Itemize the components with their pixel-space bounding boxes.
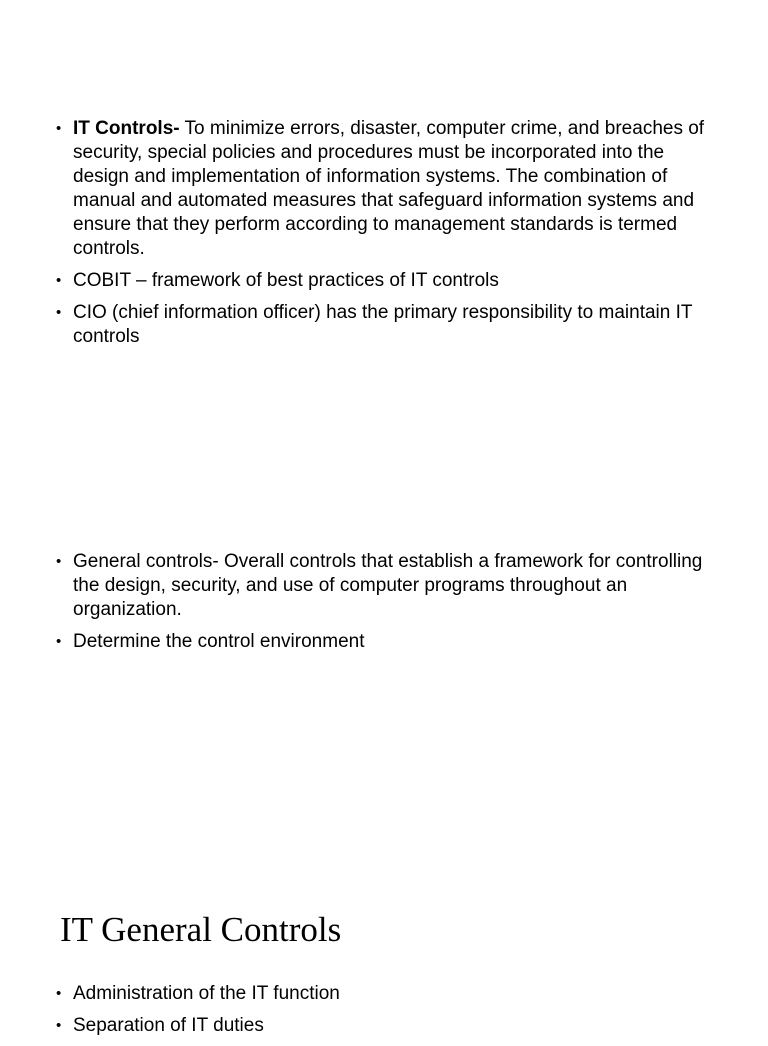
bullet-icon: •	[56, 553, 62, 570]
list-item	[56, 117, 706, 261]
bullet-text: To minimize errors, disaster, computer crime, and breaches of security, special policies and procedures must be incorporated into the design and implementation of information systems. The combination of manual and automated measures that safeguard information systems and ensure that they perform according to management standards is termed controls.	[73, 118, 705, 259]
bullet-text: Separation of IT duties	[73, 1015, 264, 1036]
bullet-icon: •	[56, 272, 62, 289]
list-item	[56, 982, 706, 1006]
bullet-text: Administration of the IT function	[73, 983, 340, 1004]
bullet-icon: •	[56, 985, 62, 1002]
bullet-icon: •	[56, 304, 62, 321]
bullet-text: COBIT – framework of best practices of IT controls	[73, 270, 499, 291]
bullet-text: Determine the control environment	[73, 631, 365, 652]
bullet-icon: •	[56, 120, 62, 137]
bullet-text: General controls- Overall controls that establish a framework for controlling the design, security, and use of computer programs throughout an organization.	[73, 551, 703, 620]
bullet-icon: •	[56, 633, 62, 650]
bullet-icon: •	[56, 1017, 62, 1034]
list-item	[56, 301, 706, 349]
bullet-text: CIO (chief information officer) has the primary responsibility to maintain IT controls	[73, 302, 693, 347]
list-item	[56, 269, 706, 293]
list-item	[56, 1014, 706, 1038]
list-item	[56, 550, 706, 622]
term-it-controls: IT Controls-	[73, 118, 180, 139]
list-item	[56, 630, 706, 654]
slide-3-bullet-list	[56, 982, 706, 1046]
slide-1-bullet-list	[56, 117, 706, 357]
slide-title: IT General Controls	[60, 910, 342, 949]
slide-2-bullet-list	[56, 550, 706, 662]
